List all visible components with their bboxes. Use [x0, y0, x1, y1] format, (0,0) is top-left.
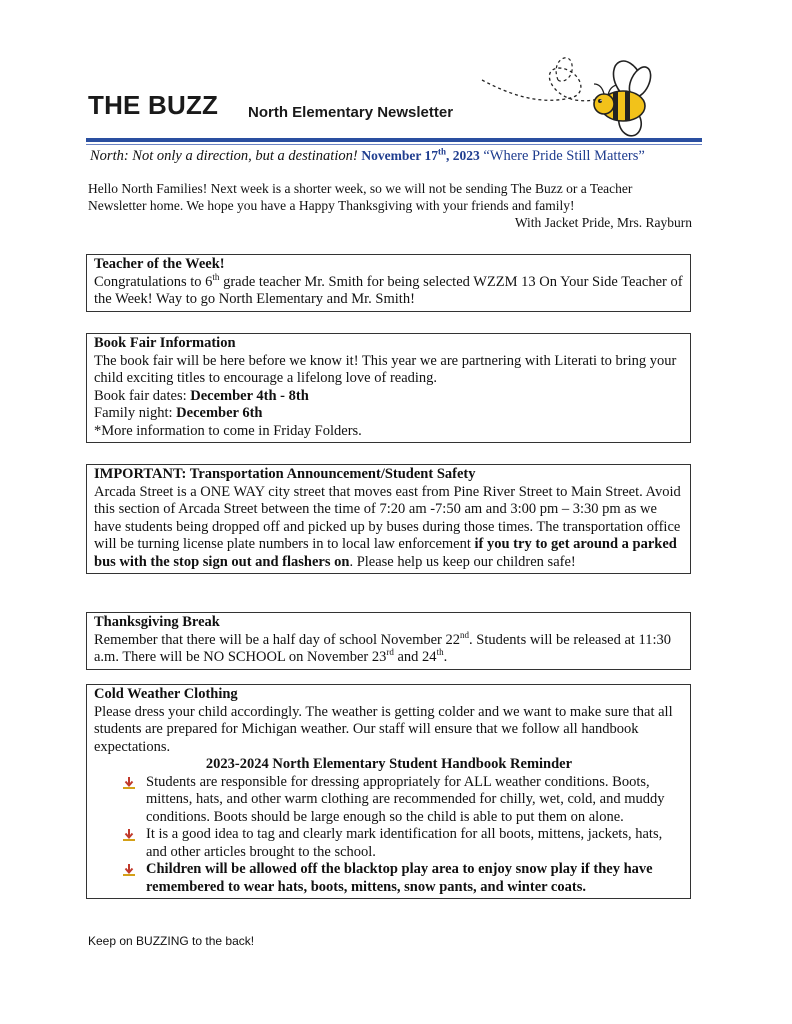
section-text: Arcada Street is a ONE WAY city street that moves east from Pine River Street to Main Street. Avoid this section of Arcada Street between the time of 7:20 am -7:50 am and 3:00 pm – 3:30 pm as we have students being dropped off and picked up by buses during those times. The transportation office will be turning license plate numbers in to local law enforcement if you try to get around a parked bus with the stop sign out and flashers on. Please help us keep our children safe! — [94, 483, 681, 570]
thanksgiving-box — [86, 612, 691, 670]
book-fair-note: *More information to come in Friday Folders. — [94, 422, 362, 439]
section-heading: Thanksgiving Break — [94, 614, 220, 630]
book-fair-dates: Book fair dates: December 4th - 8th — [94, 387, 309, 404]
arrow-icon — [122, 863, 136, 877]
signature: With Jacket Pride, Mrs. Rayburn — [514, 215, 692, 230]
arrow-icon — [122, 776, 136, 790]
cold-weather-box — [86, 684, 691, 899]
arrow-icon — [122, 828, 136, 842]
bee-icon — [480, 50, 670, 140]
motto: North: Not only a direction, but a destination! — [90, 148, 358, 164]
newsletter-title: THE BUZZ — [88, 90, 219, 120]
issue-date: November 17th, 2023 — [361, 146, 480, 163]
list-item: It is a good idea to tag and clearly mark identification for all boots, mittens, jackets, hats, and other articles brought to the school. — [122, 826, 684, 861]
section-text: Please dress your child accordingly. The weather is getting colder and we want to make sure that all students are prepared for Michigan weather. Our staff will ensure that we follow all handbook expectations. — [94, 703, 673, 755]
handbook-reminder-heading: 2023-2024 North Elementary Student Handbook Reminder — [205, 756, 573, 772]
header-rule — [86, 138, 702, 142]
section-text: Remember that there will be a half day of school November 22nd. Students will be released at 11:30 a.m. There will be NO SCHOOL on November 23rd and 24th. — [94, 629, 672, 665]
header-rule-thin — [86, 144, 702, 145]
section-heading: IMPORTANT: Transportation Announcement/Student Safety — [94, 466, 476, 482]
tagline — [90, 148, 710, 165]
section-text: Congratulations to 6th grade teacher Mr. Smith for being selected WZZM 13 On Your Side Teacher of the Week! Way to go North Elementary and Mr. Smith! — [94, 271, 683, 307]
section-heading: Cold Weather Clothing — [94, 686, 238, 702]
intro-text: Hello North Families! Next week is a shorter week, so we will not be sending The Buzz or a Teacher Newsletter home. We hope you have a Happy Thanksgiving with your friends and family! — [88, 181, 633, 213]
transportation-box — [86, 464, 691, 574]
teacher-of-week-box — [86, 254, 691, 312]
slogan: “Where Pride Still Matters” — [483, 148, 645, 164]
book-fair-box — [86, 333, 691, 443]
newsletter-subtitle: North Elementary Newsletter — [248, 104, 454, 121]
handbook-reminder-list — [94, 774, 684, 897]
section-heading: Book Fair Information — [94, 335, 236, 351]
family-night: Family night: December 6th — [94, 405, 263, 421]
section-heading: Teacher of the Week! — [94, 256, 225, 272]
section-text: The book fair will be here before we know it! This year we are partnering with Literati to bring your child exciting titles to encourage a lifelong love of reading. — [94, 352, 677, 386]
list-item: Students are responsible for dressing appropriately for ALL weather conditions. Boots, mittens, hats, and other warm clothing are recommended for chilly, wet, cold, and muddy conditions. Boots should be large enough so the child is able to put them on alone. — [122, 774, 684, 827]
intro-letter — [88, 180, 692, 231]
footer-note: Keep on BUZZING to the back! — [88, 934, 255, 948]
list-item: Children will be allowed off the blacktop play area to enjoy snow play if they have remembered to wear hats, boots, mittens, snow pants, and winter coats. — [122, 861, 684, 896]
